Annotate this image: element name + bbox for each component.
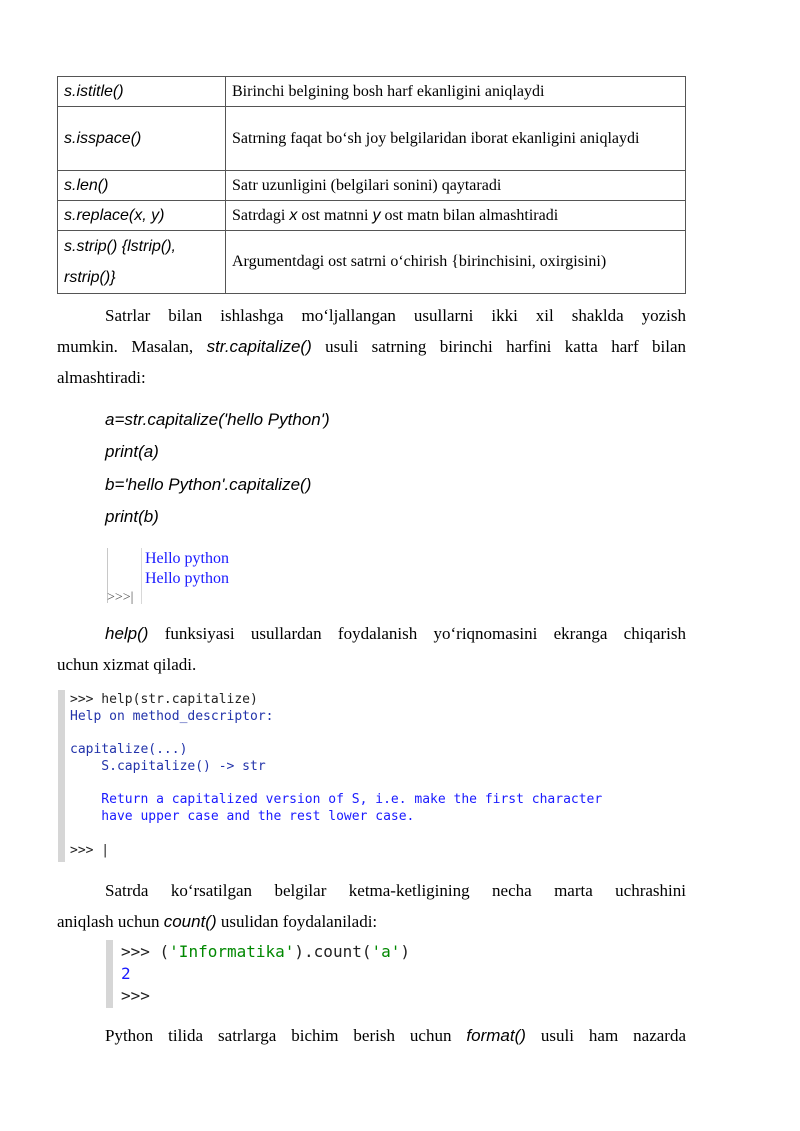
desc-part: Satrdagi bbox=[232, 206, 290, 224]
text-run: usulidan foydalaniladi: bbox=[216, 912, 378, 931]
console-line: capitalize(...) bbox=[70, 742, 188, 757]
para-line bbox=[57, 1020, 686, 1051]
inline-code: format() bbox=[466, 1026, 526, 1045]
method-name-line: s.strip() {lstrip(), bbox=[64, 238, 176, 255]
para-line bbox=[57, 906, 686, 937]
gutter-bar bbox=[106, 940, 113, 1008]
table-row bbox=[58, 171, 686, 201]
para-line bbox=[57, 331, 686, 362]
count-screenshot bbox=[106, 940, 486, 1008]
method-name-line: rstrip()} bbox=[64, 269, 116, 286]
text-run: mumkin. Masalan, bbox=[57, 337, 207, 356]
method-name: s.istitle() bbox=[58, 77, 226, 107]
console-result: 2 bbox=[121, 964, 131, 983]
console-line: Help on method_descriptor: bbox=[70, 709, 274, 724]
method-description bbox=[226, 201, 686, 231]
desc-part: ost matn bilan almashtiradi bbox=[380, 206, 559, 224]
var-y: y bbox=[372, 206, 381, 224]
help-screenshot bbox=[58, 690, 698, 862]
para-line: uchun xizmat qiladi. bbox=[57, 655, 197, 674]
table-row bbox=[58, 201, 686, 231]
shell-prompt: >>> bbox=[121, 942, 160, 961]
para-line: Satrda ko‘rsatilgan belgilar ketma-ketligining necha marta uchrashini bbox=[105, 881, 686, 900]
gutter-divider bbox=[141, 548, 142, 604]
output-line: Hello python bbox=[145, 570, 229, 587]
code-line: print(b) bbox=[105, 507, 159, 526]
method-name bbox=[58, 231, 226, 294]
method-description: Satr uzunligini (belgilari sonini) qaytaradi bbox=[226, 171, 686, 201]
text-run: Python tilida satrlarga bichim berish uchun bbox=[105, 1026, 467, 1045]
output-line: Hello python bbox=[145, 550, 229, 567]
console-line: >>> help(str.capitalize) bbox=[70, 692, 258, 707]
text-run: funksiyasi usullardan foydalanish yo‘riqnomasini ekranga chiqarish bbox=[148, 624, 686, 643]
shell-prompt: >>>| bbox=[107, 590, 134, 605]
method-name: s.isspace() bbox=[58, 107, 226, 171]
text-run: aniqlash uchun bbox=[57, 912, 164, 931]
paragraph-count bbox=[57, 875, 686, 937]
table-row bbox=[58, 77, 686, 107]
console-line: have upper case and the rest lower case. bbox=[70, 809, 415, 824]
console-line: >>> | bbox=[70, 843, 110, 858]
string-methods-table bbox=[57, 76, 686, 294]
inline-code: str.capitalize() bbox=[206, 337, 312, 356]
string-literal: 'a' bbox=[371, 942, 401, 961]
paragraph-capitalize bbox=[57, 300, 686, 393]
para-line: almashtiradi: bbox=[57, 368, 146, 387]
console-line: S.capitalize() -> str bbox=[70, 759, 266, 774]
method-name: s.len() bbox=[58, 171, 226, 201]
paragraph-format bbox=[57, 1020, 686, 1051]
text-run: usuli ham nazarda bbox=[525, 1026, 686, 1045]
method-description: Birinchi belgining bosh harf ekanligini aniqlaydi bbox=[226, 77, 686, 107]
method-description: Satrning faqat bo‘sh joy belgilaridan iborat ekanligini aniqlaydi bbox=[226, 107, 686, 171]
string-literal: 'Informatika' bbox=[169, 942, 295, 961]
text-run: usuli satrning birinchi harfini katta harf bilan bbox=[311, 337, 686, 356]
inline-code: help() bbox=[105, 624, 149, 643]
code-token: ).count( bbox=[294, 942, 372, 961]
output-screenshot bbox=[103, 546, 263, 608]
inline-code: count() bbox=[163, 912, 217, 931]
shell-prompt: >>> bbox=[121, 986, 150, 1005]
gutter-bar bbox=[58, 690, 65, 862]
code-token: ) bbox=[400, 942, 411, 961]
code-line: print(a) bbox=[105, 442, 159, 461]
code-token: ( bbox=[159, 942, 170, 961]
para-line bbox=[57, 618, 686, 649]
desc-part: ost matnni bbox=[297, 206, 373, 224]
para-line: Satrlar bilan ishlashga mo‘ljallangan usullarni ikki xil shaklda yozish bbox=[105, 306, 686, 325]
var-x: x bbox=[289, 206, 298, 224]
table-row bbox=[58, 107, 686, 171]
code-line: b='hello Python'.capitalize() bbox=[105, 475, 312, 494]
paragraph-help bbox=[57, 618, 686, 680]
console-line bbox=[121, 942, 410, 961]
console-line: Return a capitalized version of S, i.e. make the first character bbox=[70, 792, 603, 807]
code-line: a=str.capitalize('hello Python') bbox=[105, 410, 330, 429]
method-name: s.replace(x, y) bbox=[58, 201, 226, 231]
table-row bbox=[58, 231, 686, 294]
method-description: Argumentdagi ost satrni o‘chirish {birinchisini, oxirgisini) bbox=[226, 231, 686, 294]
